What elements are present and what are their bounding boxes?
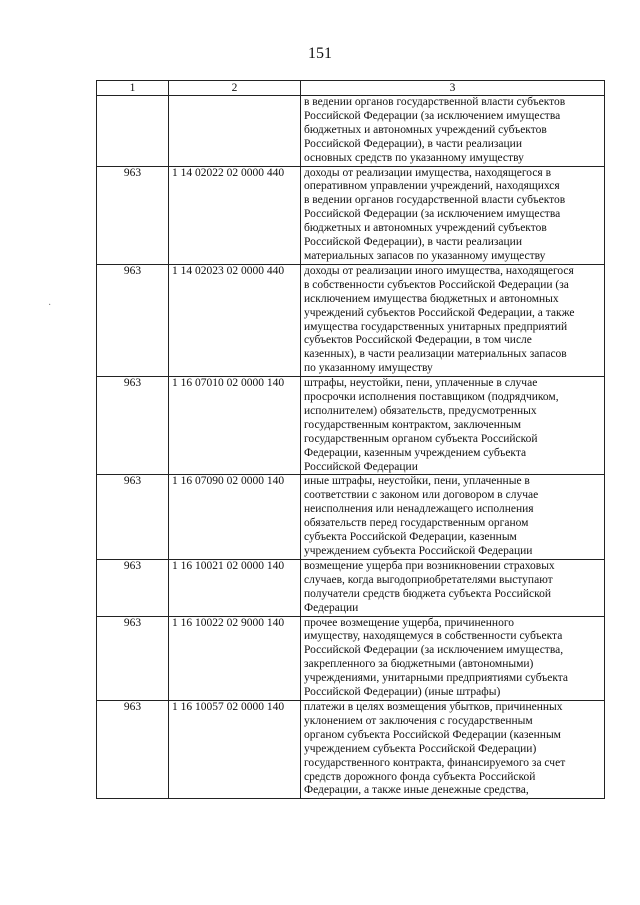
description-line: материальных запасов по указанному имуществу <box>304 249 546 262</box>
header-col-2: 2 <box>169 81 301 96</box>
description-line: по указанному имуществу <box>304 362 433 375</box>
description-line: государственным контрактом, заключенным <box>304 418 522 431</box>
description-line: получатели средств бюджета субъекта Российской <box>304 587 551 600</box>
description-cell <box>301 700 605 798</box>
description-line: средств дорожного фонда субъекта Российской <box>304 770 536 783</box>
table-row <box>97 700 605 798</box>
description-line: доходы от реализации иного имущества, находящегося <box>304 264 574 277</box>
table-row <box>97 264 605 376</box>
description-line: Федерации, казенным учреждением субъекта <box>304 446 527 459</box>
admin-code-cell: 963 <box>97 377 169 475</box>
table-row <box>97 559 605 616</box>
table-header-row <box>97 81 605 96</box>
description-line: органом субъекта Российской Федерации (казенным <box>304 728 561 741</box>
budget-codes-table <box>96 80 605 799</box>
description-line: бюджетных и автономных учреждений субъектов <box>304 222 547 235</box>
description-line: государственного контракта, финансируемого за счет <box>304 756 566 769</box>
description-line: учреждениями, унитарными предприятиями субъекта <box>304 672 569 685</box>
description-line: доходы от реализации имущества, находящегося в <box>304 166 552 179</box>
description-line: в ведении органов государственной власти субъектов <box>304 194 566 207</box>
description-line: бюджетных и автономных учреждений субъектов <box>304 123 547 136</box>
description-line: обязательств перед государственным органом <box>304 517 529 530</box>
description-cell <box>301 96 605 167</box>
description-line: субъекта Российской Федерации, казенным <box>304 531 517 544</box>
description-line: случаев, когда выгодоприобретателями выступают <box>304 573 553 586</box>
description-line: учреждением субъекта Российской Федерации) <box>304 742 537 755</box>
description-line: Российской Федерации (за исключением имущества <box>304 109 561 122</box>
budget-code-cell: 1 16 10057 02 0000 140 <box>169 700 301 798</box>
description-line: исключением имущества бюджетных и автономных <box>304 292 559 305</box>
description-line: уклонением от заключения с государственным <box>304 714 533 727</box>
margin-mark: · <box>48 300 52 311</box>
budget-code-cell: 1 16 07010 02 0000 140 <box>169 377 301 475</box>
description-cell <box>301 377 605 475</box>
description-line: соответствии с законом или договором в случае <box>304 489 539 502</box>
description-line: государственным органом субъекта Российской <box>304 432 538 445</box>
budget-code-cell <box>169 96 301 167</box>
description-line: Федерации <box>304 601 359 614</box>
table-row <box>97 377 605 475</box>
description-line: субъектов Российской Федерации, в том числе <box>304 334 532 347</box>
description-line: Российской Федерации (за исключением имущества, <box>304 644 564 657</box>
description-line: исполнителем) обязательств, предусмотренных <box>304 404 537 417</box>
description-line: имуществу, находящемуся в собственности субъекта <box>304 630 563 643</box>
description-line: прочее возмещение ущерба, причиненного <box>304 616 514 629</box>
admin-code-cell: 963 <box>97 700 169 798</box>
description-line: учреждением субъекта Российской Федерации <box>304 545 533 557</box>
budget-code-cell: 1 16 10021 02 0000 140 <box>169 559 301 616</box>
admin-code-cell: 963 <box>97 616 169 700</box>
description-line: казенных), в части реализации материальных запасов <box>304 348 567 361</box>
description-line: возмещение ущерба при возникновении страховых <box>304 559 555 572</box>
description-cell <box>301 475 605 559</box>
description-line: имущества государственных унитарных предприятий <box>304 320 568 333</box>
budget-code-cell: 1 14 02023 02 0000 440 <box>169 264 301 376</box>
description-cell <box>301 559 605 616</box>
description-line: в ведении органов государственной власти субъектов <box>304 96 566 108</box>
description-line: иные штрафы, неустойки, пени, уплаченные в <box>304 475 530 488</box>
description-cell <box>301 616 605 700</box>
table-body <box>97 96 605 799</box>
description-line: учреждений субъектов Российской Федерации, а также <box>304 306 575 319</box>
description-line: Российской Федерации), в части реализации <box>304 137 522 150</box>
description-line: Российской Федерации), в части реализации <box>304 236 522 249</box>
table-row <box>97 96 605 167</box>
budget-code-cell: 1 16 10022 02 9000 140 <box>169 616 301 700</box>
description-cell <box>301 166 605 264</box>
page-number: 151 <box>308 45 332 62</box>
description-line: Федерации, а также иные денежные средства, <box>304 784 529 797</box>
budget-code-cell: 1 14 02022 02 0000 440 <box>169 166 301 264</box>
table-row <box>97 166 605 264</box>
table-row <box>97 475 605 559</box>
description-line: Российской Федерации (за исключением имущества <box>304 208 561 221</box>
table-row <box>97 616 605 700</box>
description-line: штрафы, неустойки, пени, уплаченные в случае <box>304 377 538 390</box>
budget-code-cell: 1 16 07090 02 0000 140 <box>169 475 301 559</box>
admin-code-cell: 963 <box>97 264 169 376</box>
description-line: в собственности субъектов Российской Федерации (за <box>304 278 569 291</box>
description-line: неисполнения или ненадлежащего исполнения <box>304 503 534 516</box>
admin-code-cell <box>97 96 169 167</box>
description-line: Российской Федерации) (иные штрафы) <box>304 686 501 699</box>
admin-code-cell: 963 <box>97 559 169 616</box>
admin-code-cell: 963 <box>97 475 169 559</box>
description-line: Российской Федерации <box>304 460 418 473</box>
description-line: платежи в целях возмещения убытков, причиненных <box>304 700 563 713</box>
description-line: просрочки исполнения поставщиком (подрядчиком, <box>304 391 559 404</box>
description-line: закрепленного за бюджетными (автономными) <box>304 658 534 671</box>
header-col-3: 3 <box>301 81 605 96</box>
description-line: основных средств по указанному имуществу <box>304 151 524 164</box>
description-cell <box>301 264 605 376</box>
admin-code-cell: 963 <box>97 166 169 264</box>
description-line: оперативном управлении учреждений, находящихся <box>304 180 560 193</box>
header-col-1: 1 <box>97 81 169 96</box>
